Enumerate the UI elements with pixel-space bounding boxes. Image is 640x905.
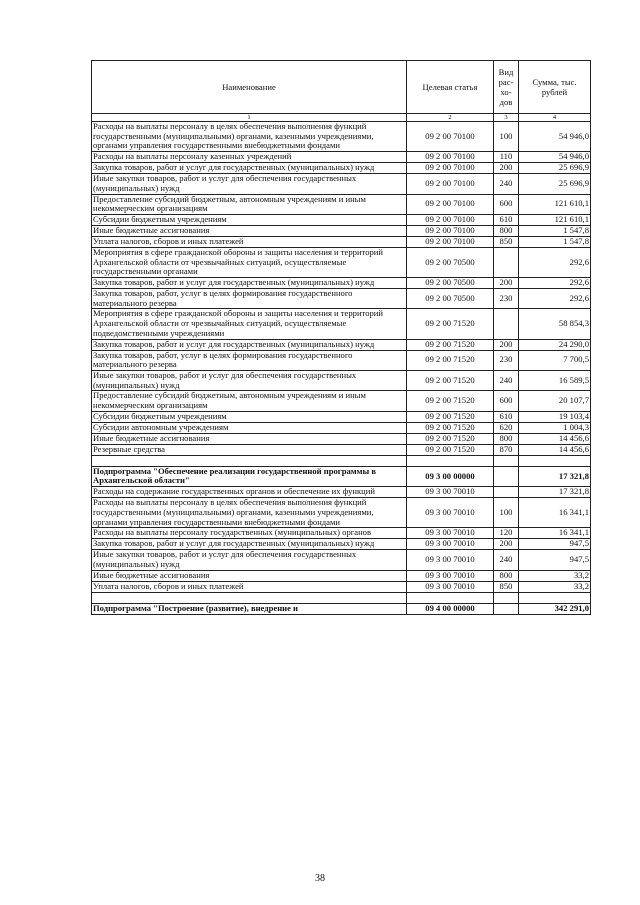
row-name: Субсидии автономным учреждениям: [92, 422, 407, 433]
row-expense-type: 240: [494, 174, 519, 194]
row-expense-type: 610: [494, 411, 519, 422]
row-target-article: 09 3 00 70010: [407, 539, 494, 550]
header-name: Наименование: [92, 61, 407, 114]
table-row: [92, 152, 591, 163]
row-target-article: 09 2 00 70100: [407, 152, 494, 163]
table-row: [92, 309, 591, 339]
row-name: Иные закупки товаров, работ и услуг для обеспечения государственных (муниципальных) нужд: [92, 370, 407, 390]
row-target-article: 09 2 00 70500: [407, 278, 494, 289]
row-expense-type: [494, 487, 519, 498]
row-target-article: 09 2 00 70500: [407, 247, 494, 277]
table-row: [92, 163, 591, 174]
row-name: Закупка товаров, работ и услуг для государственных (муниципальных) нужд: [92, 539, 407, 550]
row-name: Закупка товаров, работ и услуг для государственных (муниципальных) нужд: [92, 278, 407, 289]
row-target-article: 09 3 00 00000: [407, 466, 494, 486]
row-name: Предоставление субсидий бюджетным, автономным учреждениям и иным некоммерческим организациям: [92, 194, 407, 214]
row-name: Субсидии бюджетным учреждениям: [92, 214, 407, 225]
row-expense-type: 800: [494, 433, 519, 444]
row-amount: 54 946,0: [519, 122, 591, 152]
row-target-article: 09 2 00 71520: [407, 411, 494, 422]
row-name: Расходы на выплаты персоналу казенных учреждений: [92, 152, 407, 163]
row-target-article: 09 2 00 70100: [407, 225, 494, 236]
table-row: [92, 422, 591, 433]
row-amount: 25 696,9: [519, 174, 591, 194]
column-number: 3: [494, 114, 519, 122]
row-name: Уплата налогов, сборов и иных платежей: [92, 581, 407, 592]
row-expense-type: 600: [494, 391, 519, 411]
row-amount: 19 103,4: [519, 411, 591, 422]
row-amount: 17 321,8: [519, 487, 591, 498]
table-row: [92, 498, 591, 528]
header-code: Целевая статья: [407, 61, 494, 114]
table-row: [92, 350, 591, 370]
row-amount: 24 290,0: [519, 339, 591, 350]
row-expense-type: 100: [494, 498, 519, 528]
row-target-article: 09 2 00 71520: [407, 350, 494, 370]
row-amount: 342 291,0: [519, 603, 591, 614]
row-name: Предоставление субсидий бюджетным, автономным учреждениям и иным некоммерческим организациям: [92, 391, 407, 411]
row-expense-type: 610: [494, 214, 519, 225]
table-header-row: [92, 61, 591, 114]
row-target-article: 09 3 00 70010: [407, 498, 494, 528]
row-amount: 121 610,1: [519, 214, 591, 225]
row-target-article: 09 2 00 71520: [407, 391, 494, 411]
table-row: [92, 391, 591, 411]
row-target-article: 09 2 00 70100: [407, 214, 494, 225]
row-expense-type: 620: [494, 422, 519, 433]
row-expense-type: [494, 603, 519, 614]
row-amount: [519, 455, 591, 466]
row-name: Закупка товаров, работ, услуг в целях формирования государственного материального резерва: [92, 350, 407, 370]
row-amount: 947,5: [519, 550, 591, 570]
table-row: [92, 236, 591, 247]
row-expense-type: 850: [494, 236, 519, 247]
row-expense-type: 200: [494, 539, 519, 550]
row-expense-type: 100: [494, 122, 519, 152]
row-name: Иные закупки товаров, работ и услуг для обеспечения государственных (муниципальных) нужд: [92, 174, 407, 194]
row-amount: [519, 592, 591, 603]
row-expense-type: [494, 309, 519, 339]
row-target-article: 09 2 00 70100: [407, 122, 494, 152]
row-expense-type: [494, 466, 519, 486]
row-name: Расходы на выплаты персоналу в целях обеспечения выполнения функций государственными (муниципальными) органами, казенными учреждениями, органами управления государственными внебюджетными фондами: [92, 122, 407, 152]
row-name: Мероприятия в сфере гражданской обороны и защиты населения и территорий Архангельской области от чрезвычайных ситуаций, осуществляемые подведомственными учреждениями: [92, 309, 407, 339]
row-target-article: 09 2 00 71520: [407, 444, 494, 455]
row-name: Субсидии бюджетным учреждениям: [92, 411, 407, 422]
row-name: Закупка товаров, работ и услуг для государственных (муниципальных) нужд: [92, 339, 407, 350]
document-page: [91, 60, 590, 615]
table-row: [92, 214, 591, 225]
row-name: Закупка товаров, работ и услуг для государственных (муниципальных) нужд: [92, 163, 407, 174]
row-expense-type: 110: [494, 152, 519, 163]
column-number: 4: [519, 114, 591, 122]
table-row: [92, 528, 591, 539]
row-expense-type: 240: [494, 370, 519, 390]
row-name: [92, 455, 407, 466]
row-expense-type: 800: [494, 225, 519, 236]
table-row: [92, 194, 591, 214]
row-target-article: 09 4 00 00000: [407, 603, 494, 614]
row-amount: 292,6: [519, 289, 591, 309]
table-row: [92, 247, 591, 277]
row-expense-type: 120: [494, 528, 519, 539]
row-name: Подпрограмма "Обеспечение реализации государственной программы в Архангельской области": [92, 466, 407, 486]
subprogram-row: [92, 466, 591, 486]
row-amount: 16 341,1: [519, 498, 591, 528]
table-row: [92, 411, 591, 422]
row-target-article: 09 2 00 70100: [407, 236, 494, 247]
row-amount: 58 854,3: [519, 309, 591, 339]
row-amount: 25 696,9: [519, 163, 591, 174]
column-number: 1: [92, 114, 407, 122]
row-name: Расходы на содержание государственных органов и обеспечение их функций: [92, 487, 407, 498]
table-row: [92, 339, 591, 350]
row-expense-type: 230: [494, 350, 519, 370]
row-target-article: 09 2 00 70100: [407, 194, 494, 214]
row-expense-type: [494, 592, 519, 603]
row-expense-type: 200: [494, 278, 519, 289]
row-amount: 16 589,5: [519, 370, 591, 390]
header-type: Вид рас- хо- дов: [494, 61, 519, 114]
row-amount: 947,5: [519, 539, 591, 550]
row-name: Расходы на выплаты персоналу в целях обеспечения выполнения функций государственными (муниципальными) органами, казенными учреждениями, органами управления государственными внебюджетными фондами: [92, 498, 407, 528]
row-expense-type: 200: [494, 339, 519, 350]
row-name: Иные бюджетные ассигнования: [92, 433, 407, 444]
row-amount: 1 547,8: [519, 236, 591, 247]
row-amount: 121 610,1: [519, 194, 591, 214]
column-number-row: [92, 114, 591, 122]
row-name: Иные закупки товаров, работ и услуг для обеспечения государственных (муниципальных) нужд: [92, 550, 407, 570]
row-amount: 54 946,0: [519, 152, 591, 163]
table-row: [92, 550, 591, 570]
table-row: [92, 122, 591, 152]
row-target-article: 09 3 00 70010: [407, 528, 494, 539]
table-row: [92, 370, 591, 390]
row-name: Иные бюджетные ассигнования: [92, 225, 407, 236]
spacer-row: [92, 455, 591, 466]
table-row: [92, 487, 591, 498]
row-name: Расходы на выплаты персоналу государственных (муниципальных) органов: [92, 528, 407, 539]
row-target-article: 09 2 00 71520: [407, 422, 494, 433]
row-name: Иные бюджетные ассигнования: [92, 570, 407, 581]
row-name: [92, 592, 407, 603]
row-expense-type: 850: [494, 581, 519, 592]
row-expense-type: 870: [494, 444, 519, 455]
row-name: Закупка товаров, работ, услуг в целях формирования государственного материального резерва: [92, 289, 407, 309]
row-amount: 7 700,5: [519, 350, 591, 370]
row-expense-type: [494, 247, 519, 277]
row-amount: 20 107,7: [519, 391, 591, 411]
table-row: [92, 174, 591, 194]
row-target-article: 09 2 00 71520: [407, 309, 494, 339]
row-expense-type: 800: [494, 570, 519, 581]
row-expense-type: [494, 455, 519, 466]
row-amount: 14 456,6: [519, 433, 591, 444]
row-target-article: 09 2 00 70100: [407, 163, 494, 174]
table-row: [92, 581, 591, 592]
row-expense-type: 600: [494, 194, 519, 214]
row-target-article: 09 3 00 70010: [407, 570, 494, 581]
table-row: [92, 225, 591, 236]
table-row: [92, 278, 591, 289]
table-row: [92, 570, 591, 581]
table-row: [92, 433, 591, 444]
spacer-row: [92, 592, 591, 603]
row-target-article: 09 2 00 70100: [407, 174, 494, 194]
row-amount: 292,6: [519, 278, 591, 289]
column-number: 2: [407, 114, 494, 122]
row-expense-type: 230: [494, 289, 519, 309]
row-target-article: [407, 455, 494, 466]
row-target-article: 09 2 00 71520: [407, 370, 494, 390]
row-target-article: 09 2 00 71520: [407, 339, 494, 350]
row-name: Резервные средства: [92, 444, 407, 455]
header-amount: Сумма, тыс. рублей: [519, 61, 591, 114]
row-amount: 1 004,3: [519, 422, 591, 433]
budget-table: [91, 60, 591, 615]
row-amount: 292,6: [519, 247, 591, 277]
row-name: Уплата налогов, сборов и иных платежей: [92, 236, 407, 247]
row-name: Мероприятия в сфере гражданской обороны и защиты населения и территорий Архангельской области от чрезвычайных ситуаций, осуществляемые государственными органами: [92, 247, 407, 277]
page-number: 38: [315, 873, 325, 884]
row-target-article: 09 3 00 70010: [407, 581, 494, 592]
row-target-article: 09 3 00 70010: [407, 550, 494, 570]
row-amount: 33,2: [519, 581, 591, 592]
row-amount: 33,2: [519, 570, 591, 581]
row-amount: 17 321,8: [519, 466, 591, 486]
row-expense-type: 240: [494, 550, 519, 570]
row-amount: 1 547,8: [519, 225, 591, 236]
row-name: Подпрограмма "Построение (развитие), внедрение и: [92, 603, 407, 614]
row-amount: 14 456,6: [519, 444, 591, 455]
row-target-article: 09 3 00 70010: [407, 487, 494, 498]
table-row: [92, 539, 591, 550]
row-amount: 16 341,1: [519, 528, 591, 539]
subprogram-row: [92, 603, 591, 614]
table-row: [92, 289, 591, 309]
row-target-article: 09 2 00 71520: [407, 433, 494, 444]
table-row: [92, 444, 591, 455]
row-expense-type: 200: [494, 163, 519, 174]
row-target-article: 09 2 00 70500: [407, 289, 494, 309]
row-target-article: [407, 592, 494, 603]
